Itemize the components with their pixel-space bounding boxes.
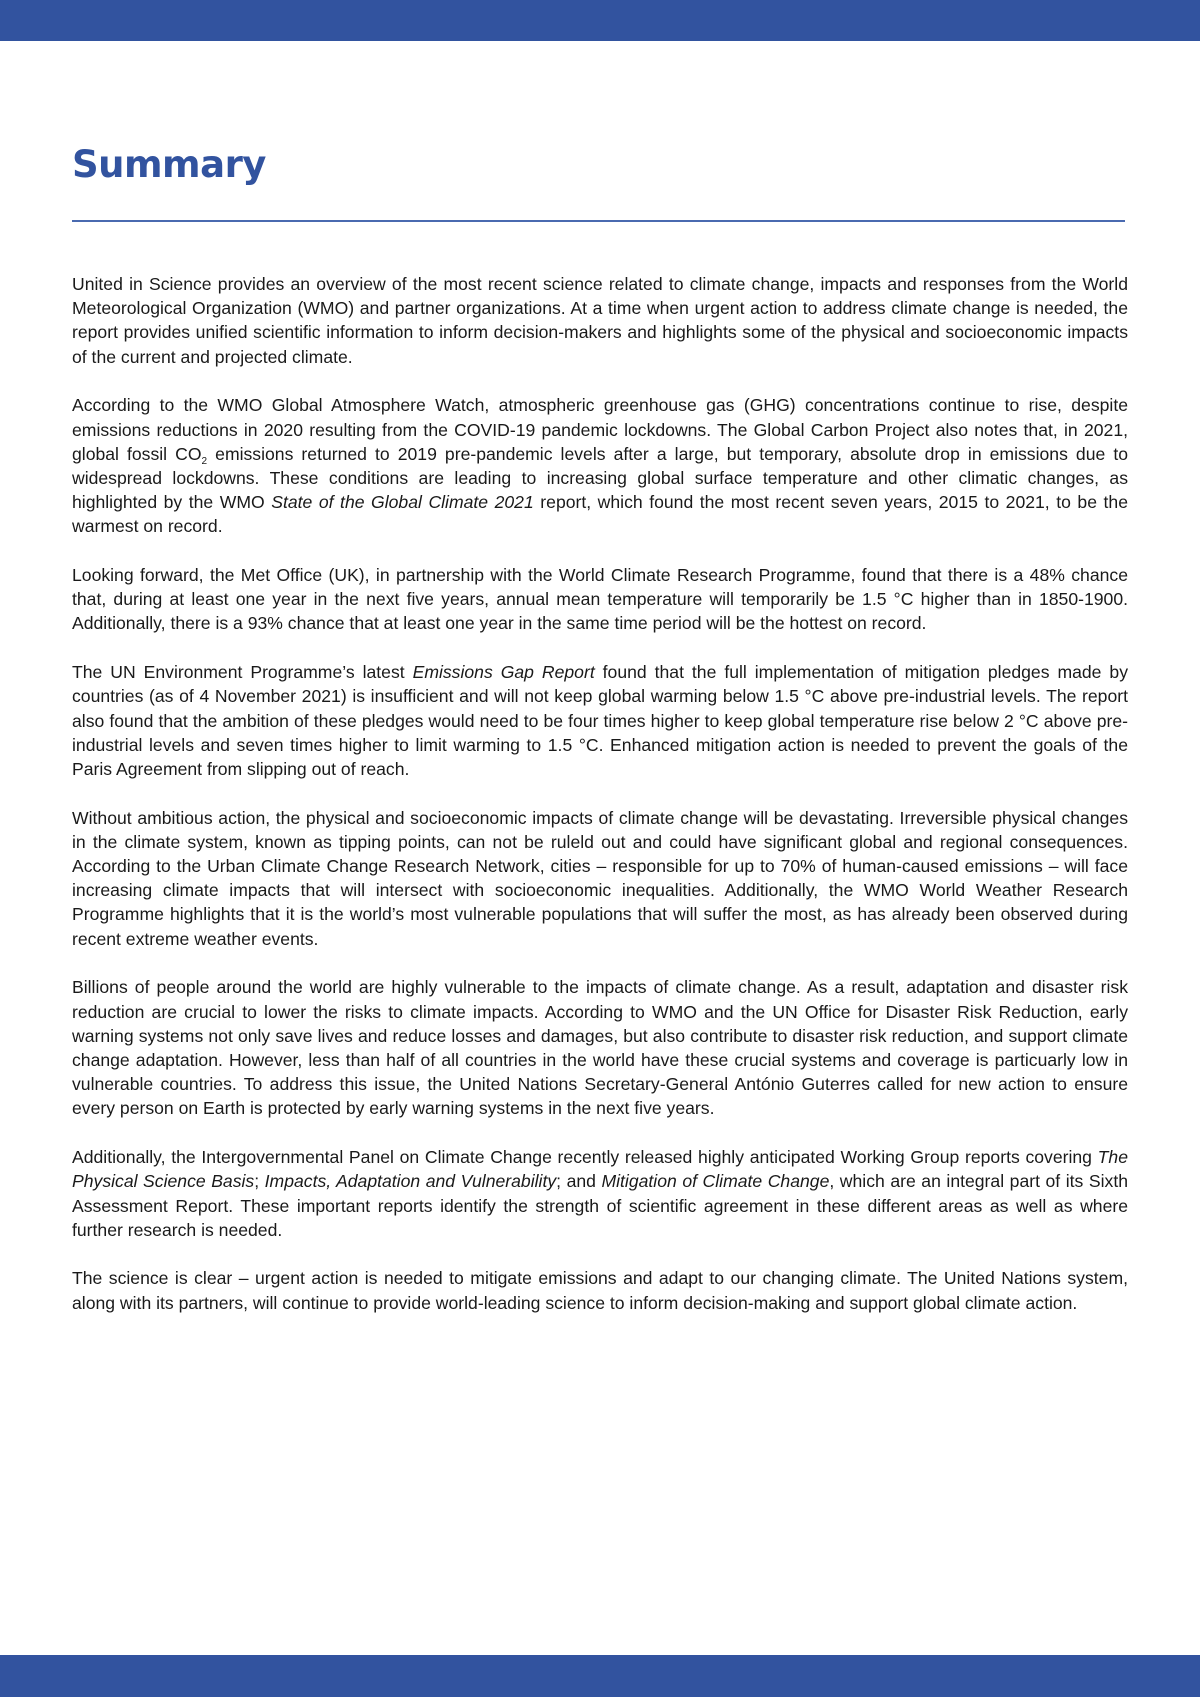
italic-title: The Physical Science Basis [72,1147,1128,1192]
title-divider [72,220,1125,222]
paragraph-emissions-gap: The UN Environment Programme’s latest Emissions Gap Report found that the full implementation of mitigation pledges made by countries (as of 4 November 2021) is insufficient and will not keep global warming below 1.5 °C above pre-industrial levels. The report also found that the ambition of these pledges would need to be four times higher to keep global temperature rise below 2 °C above pre-industrial levels and seven times higher to limit warming to 1.5 °C. Enhanced mitigation action is needed to prevent the goals of the Paris Agreement from slipping out of reach. [72,662,1128,779]
paragraph-ghg-concentrations: According to the WMO Global Atmosphere Watch, atmospheric greenhouse gas (GHG) concentrations continue to rise, despite emissions reductions in 2020 resulting from the COVID-19 pandemic lockdowns. The Global Carbon Project also notes that, in 2021, global fossil $CO_2$ emissions returned to 2019 pre-pandemic levels after a large, but temporary, absolute drop in emissions due to widespread lockdowns. These conditions are leading to increasing global surface temperature and other climatic changes, as highlighted by the WMO State of the Global Climate 2021 report, which found the most recent seven years, 2015 to 2021, to be the warmest on record. [72,395,1128,537]
header-band [0,0,1200,41]
paragraph-ipcc-reports: Additionally, the Intergovernmental Panel on Climate Change recently released highly anticipated Working Group reports covering The Physical Science Basis; Impacts, Adaptation and Vulnerability; and Mitigation of Climate Change, which are an integral part of its Sixth Assessment Report. These important reports identify the strength of scientific agreement in these different areas as well as where further research is needed. [72,1147,1128,1240]
italic-title: Impacts, Adaptation and Vulnerability [264,1171,557,1192]
paragraph-temperature-outlook: Looking forward, the Met Office (UK), in partnership with the World Climate Research Programme, found that there is a 48% chance that, during at least one year in the next five years, annual mean temperature will temporarily be 1.5 °C higher than in 1850-1900. Additionally, there is a 93% chance that at least one year in the same time period will be the hottest on record. [72,565,1128,634]
paragraph-intro: United in Science provides an overview of the most recent science related to climate change, impacts and responses from the World Meteorological Organization (WMO) and partner organizations. At a time when urgent action to address climate change is needed, the report provides unified scientific information to inform decision-makers and highlights some of the physical and socioeconomic impacts of the current and projected climate. [72,274,1128,367]
paragraph-conclusion: The science is clear – urgent action is needed to mitigate emissions and adapt to our changing climate. The United Nations system, along with its partners, will continue to provide world-leading science to inform decision-making and support global climate action. [72,1268,1128,1313]
paragraph-impacts: Without ambitious action, the physical and socioeconomic impacts of climate change will be devastating. Irreversible physical changes in the climate system, known as tipping points, can not be ruleld out and could have significant global and regional consequences. According to the Urban Climate Change Research Network, cities – responsible for up to 70% of human-caused emissions – will face increasing climate impacts that will intersect with socioeconomic inequalities. Additionally, the WMO World Weather Research Programme highlights that it is the world’s most vulnerable populations that will suffer the most, as has already been observed during recent extreme weather events. [72,807,1128,949]
page-title: Summary [72,143,266,186]
italic-title: Mitigation of Climate Change [601,1171,830,1192]
italic-title: State of the Global Climate 2021 [271,492,534,513]
subscript: 2 [201,455,208,467]
footer-band [0,1655,1200,1697]
italic-title: Emissions Gap Report [412,662,595,683]
paragraph-early-warning: Billions of people around the world are highly vulnerable to the impacts of climate change. As a result, adaptation and disaster risk reduction are crucial to lower the risks to climate impacts. According to WMO and the UN Office for Disaster Risk Reduction, early warning systems not only save lives and reduce losses and damages, but also contribute to disaster risk reduction, and support climate change adaptation. However, less than half of all countries in the world have these crucial systems and coverage is particuarly low in vulnerable countries. To address this issue, the United Nations Secretary-General António Guterres called for new action to ensure every person on Earth is protected by early warning systems in the next five years. [72,977,1128,1119]
summary-body [72,272,1128,1339]
